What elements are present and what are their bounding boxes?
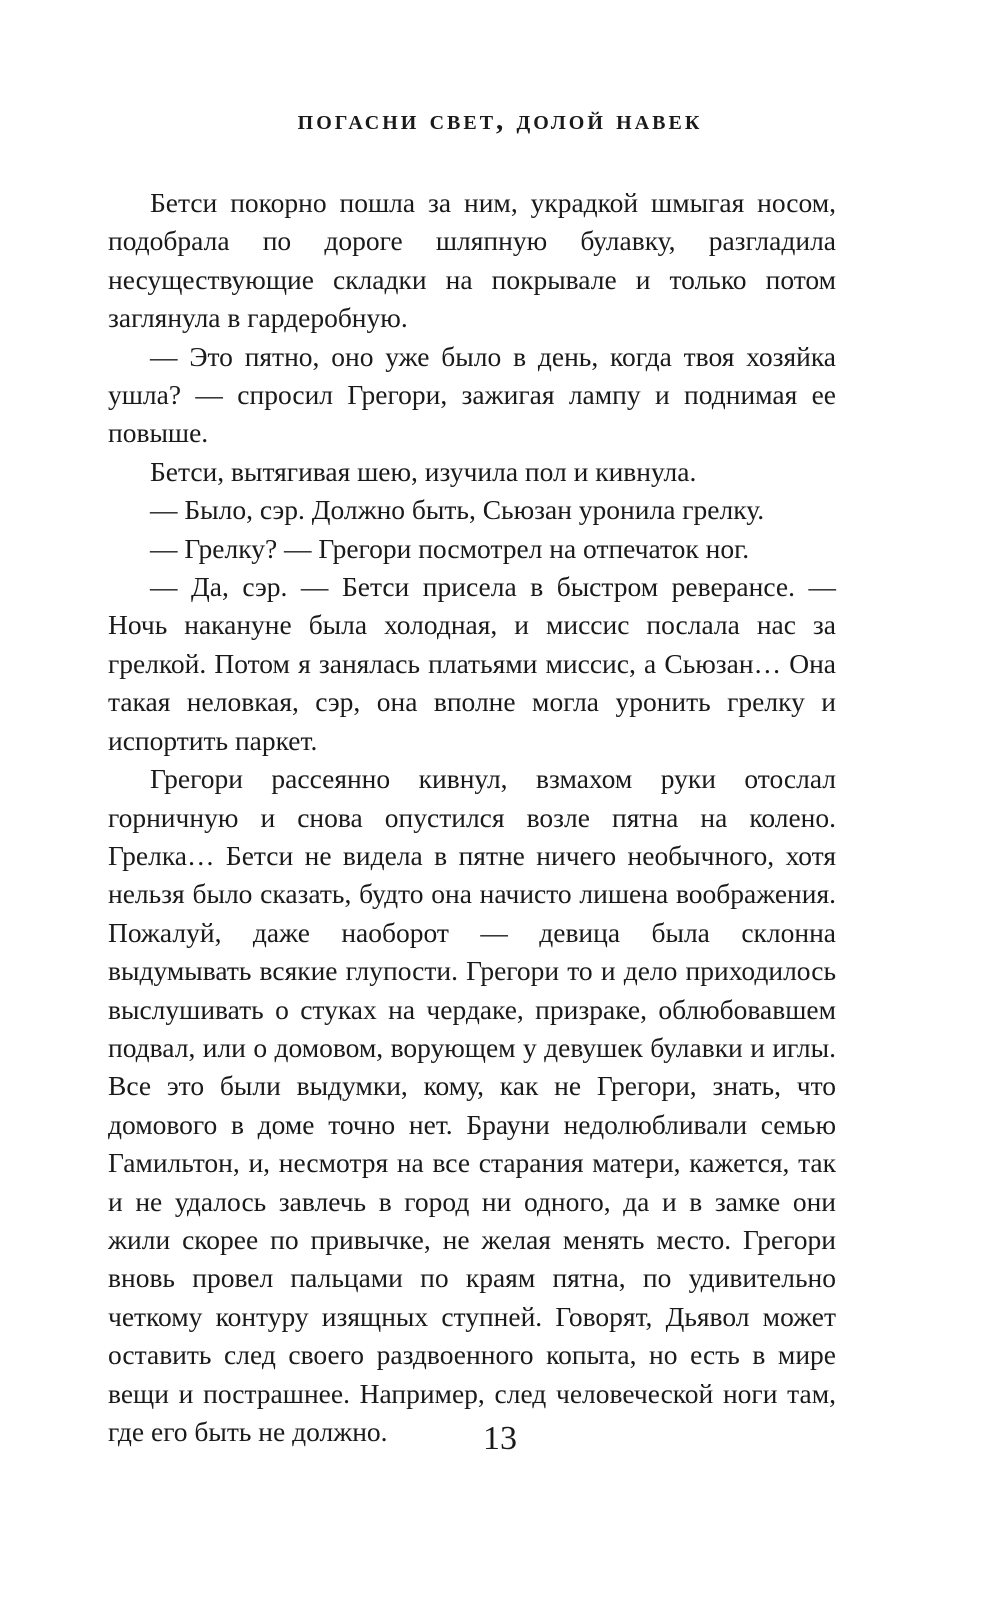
- paragraph: Грегори рассеянно кивнул, взмахом руки отослал горничную и снова опустился возле пятна на колено. Грелка… Бетси не видела в пятне ничего необычного, хотя нельзя было сказать, будто она начисто лишена воображения. Пожалуй, даже наоборот — девица была склонна выдумывать всякие глупости. Грегори то и дело приходилось выслушивать о стуках на чердаке, призраке, облюбовавшем подвал, или о домовом, ворующем у девушек булавки и иглы. Все это были выдумки, кому, как не Грегори, знать, что домового в доме точно нет. Брауни недолюбливали семью Гамильтон, и, несмотря на все старания матери, кажется, так и не удалось завлечь в город ни одного, да и в замке они жили скорее по привычке, не желая менять место. Грегори вновь провел пальцами по краям пятна, по удивительно четкому контуру изящных ступней. Говорят, Дьявол может оставить след своего раздвоенного копыта, но есть в мире вещи и пострашнее. Например, след человеческой ноги там, где его быть не должно.: [108, 763, 836, 1447]
- paragraph: Бетси, вытягивая шею, изучила пол и кивнула.: [150, 455, 697, 487]
- paragraph: — Да, сэр. — Бетси присела в быстром реверансе. — Ночь накануне была холодная, и миссис послала нас за грелкой. Потом я занялась платьями миссис, а Сьюзан… Она такая неловкая, сэр, она вполне могла уронить грелку и испортить паркет.: [108, 571, 836, 756]
- paragraph: — Это пятно, оно уже было в день, когда твоя хозяйка ушла? — спросил Грегори, зажигая лампу и поднимая ее повыше.: [108, 340, 836, 449]
- page-number: 13: [483, 1420, 517, 1457]
- running-head: погасни свет, долой навек: [297, 104, 703, 136]
- paragraph: — Грелку? — Грегори посмотрел на отпечаток ног.: [150, 532, 750, 564]
- paragraph: Бетси покорно пошла за ним, украдкой шмыгая носом, подобрала по дороге шляпную булавку, разгладила несуществующие складки на покрывале и только потом заглянула в гардеробную.: [108, 187, 836, 334]
- paragraph: — Было, сэр. Должно быть, Сьюзан уронила грелку.: [150, 494, 765, 526]
- body-text: [108, 184, 836, 1451]
